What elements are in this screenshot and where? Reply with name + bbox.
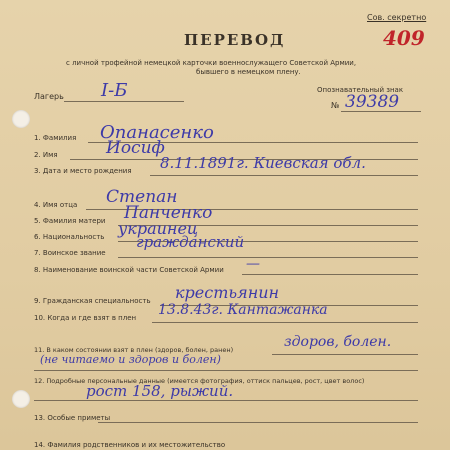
field-label-captured: 10. Когда и где взят в плен (34, 314, 137, 322)
field-line (98, 422, 418, 423)
document-title: ПЕРЕВОД (184, 31, 286, 49)
field-value-mother: Панченко (124, 203, 213, 223)
document-number: 409 (383, 26, 425, 50)
field-value-profession: крестьянин (175, 283, 280, 302)
field-value-name: Иосиф (106, 138, 165, 158)
field-value-captured: 13.8.43г. Кантажанка (158, 302, 328, 318)
field-label-surname: 1. Фамилия (34, 134, 77, 142)
field-value-condition: здоров, болен. (284, 334, 392, 350)
field-label-rank: 7. Воинское звание (34, 249, 106, 257)
field-line (34, 400, 418, 401)
camp-line (64, 101, 184, 102)
ident-number-prefix: № (331, 101, 340, 110)
field-value-rank: гражданский (136, 233, 245, 251)
ident-label: Опознавательный знак (317, 86, 404, 94)
document-subtitle-line1: с личной трофейной немецкой карточки военнослужащего Советской Армии, (66, 59, 357, 67)
field-value-unit: — (246, 256, 260, 272)
field-line (272, 354, 418, 355)
field-label-unit: 8. Наименование воинской части Советской Армии (34, 266, 224, 274)
field-line (118, 257, 418, 258)
field-label-father: 4. Имя отца (34, 201, 78, 209)
classification-label: Сов. секретно (367, 13, 427, 22)
field-label-condition: 11. В каком состоянии взят в плен (здоров, болен, ранен) (34, 346, 234, 354)
ident-value: 39389 (345, 92, 400, 112)
field-label-birth: 3. Дата и место рождения (34, 167, 132, 175)
field-value-nationality: украинец (118, 219, 199, 238)
punch-hole (12, 390, 30, 408)
punch-hole (12, 110, 30, 128)
camp-label: Лагерь (34, 92, 64, 101)
field-value-birth: 8.11.1891г. Киевская обл. (160, 154, 366, 172)
field-value-personal-data: рост 158, рыжий. (86, 382, 234, 400)
field-label-relatives: 14. Фамилия родственников и их местожительство (34, 441, 226, 449)
field-value-surname: Опанасенко (100, 122, 214, 143)
field-line (152, 322, 418, 323)
field-line (34, 370, 418, 371)
field-line (242, 274, 418, 275)
camp-value: I-Б (101, 80, 128, 101)
field-label-marks: 13. Особые приметы (34, 414, 111, 422)
field-label-personal-data: 12. Подробные персональные данные (имеется фотография, оттиск пальцев, рост, цвет волос) (34, 377, 365, 385)
field-label-mother: 5. Фамилия матери (34, 217, 106, 225)
document-subtitle-line2: бывшего в немецком плену. (196, 68, 301, 76)
field-label-profession: 9. Гражданская специальность (34, 297, 151, 305)
field-value-condition-note: (не читаемо и здоров и болен) (40, 353, 221, 366)
field-label-nationality: 6. Национальность (34, 233, 105, 241)
field-value-father: Степан (106, 187, 178, 207)
field-line (150, 175, 418, 176)
field-label-name: 2. Имя (34, 151, 58, 159)
